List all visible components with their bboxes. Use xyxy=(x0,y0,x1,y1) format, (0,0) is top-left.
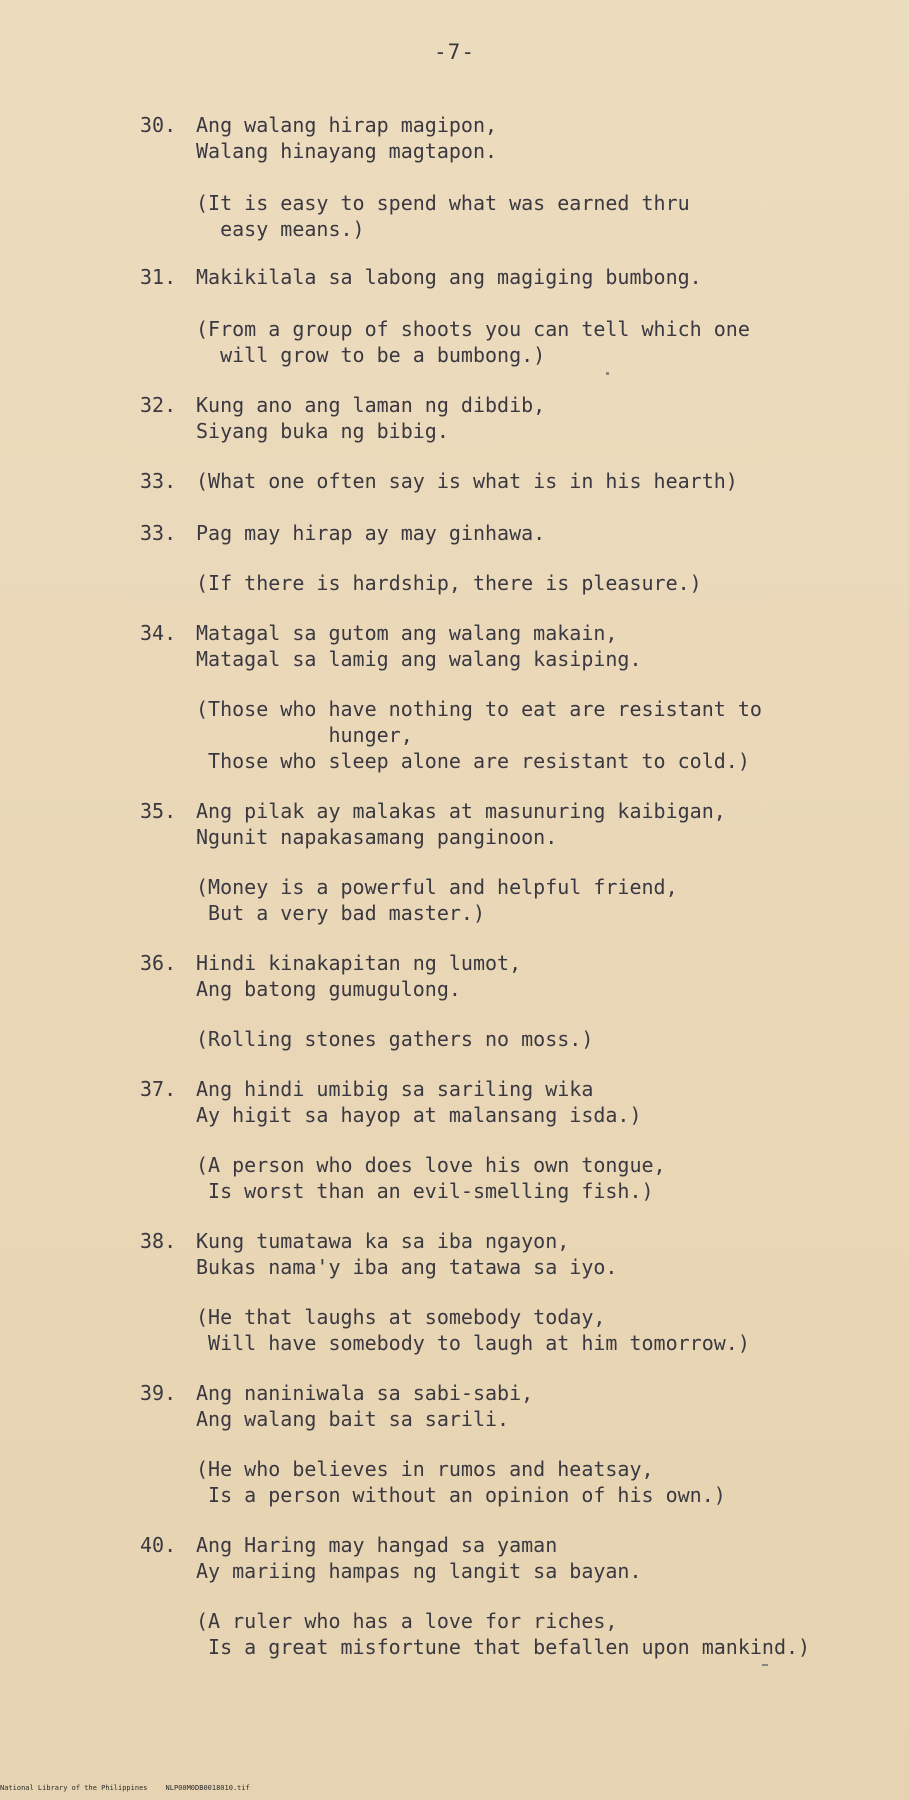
proverb-39-translation-1: (He who believes in rumos and heatsay, xyxy=(196,1457,654,1481)
page-number: -7- xyxy=(434,40,475,64)
proverb-number: 39. xyxy=(140,1381,177,1405)
proverb-34-line-1: 34. Matagal sa gutom ang walang makain, xyxy=(140,621,618,645)
proverb-37-line-1: 37. Ang hindi umibig sa sariling wika xyxy=(140,1077,594,1101)
proverb-number: 31. xyxy=(140,265,177,289)
proverb-number: 32. xyxy=(140,393,177,417)
proverb-34-translation-2: hunger, xyxy=(196,723,413,747)
proverb-40-line-2: Ay mariing hampas ng langit sa bayan. xyxy=(196,1559,642,1583)
proverb-38-line-1: 38. Kung tumatawa ka sa iba ngayon, xyxy=(140,1229,570,1253)
proverb-34-line-2: Matagal sa lamig ang walang kasiping. xyxy=(196,647,642,671)
file-id: NLP00M0DB0018010.tif xyxy=(165,1784,250,1792)
proverb-36-translation-1: (Rolling stones gathers no moss.) xyxy=(196,1027,594,1051)
proverb-39-line-1: 39. Ang naniniwala sa sabi-sabi, xyxy=(140,1381,534,1405)
proverb-35-translation-1: (Money is a powerful and helpful friend, xyxy=(196,875,678,899)
proverb-number: 35. xyxy=(140,799,177,823)
proverb-number: 30. xyxy=(140,113,177,137)
proverb-40-translation-1: (A ruler who has a love for riches, xyxy=(196,1609,618,1633)
paper-speck xyxy=(606,372,609,375)
proverb-37-translation-1: (A person who does love his own tongue, xyxy=(196,1153,666,1177)
proverb-30-line-1: 30. Ang walang hirap magipon, xyxy=(140,113,498,137)
proverb-31-translation-2: will grow to be a bumbong.) xyxy=(196,343,546,367)
proverb-33-line-1: 33. Pag may hirap ay may ginhawa. xyxy=(140,521,546,545)
proverb-37-line-2: Ay higit sa hayop at malansang isda.) xyxy=(196,1103,642,1127)
proverb-40-line-1: 40. Ang Haring may hangad sa yaman xyxy=(140,1533,558,1557)
proverb-30-line-2: Walang hinayang magtapon. xyxy=(196,139,498,163)
proverb-34-translation-3: Those who sleep alone are resistant to cold.) xyxy=(196,749,750,773)
proverb-34-translation-1: (Those who have nothing to eat are resistant to xyxy=(196,697,762,721)
scan-footer xyxy=(0,1784,268,1792)
proverb-37-translation-2: Is worst than an evil-smelling fish.) xyxy=(196,1179,654,1203)
proverb-38-translation-1: (He that laughs at somebody today, xyxy=(196,1305,606,1329)
proverb-38-translation-2: Will have somebody to laugh at him tomorrow.) xyxy=(196,1331,750,1355)
proverb-35-translation-2: But a very bad master.) xyxy=(196,901,485,925)
proverb-36-line-1: 36. Hindi kinakapitan ng lumot, xyxy=(140,951,522,975)
proverb-number: 36. xyxy=(140,951,177,975)
proverb-number: 33. xyxy=(140,521,177,545)
paper-speck xyxy=(762,1664,768,1666)
proverb-31-line-1: 31. Makikilala sa labong ang magiging bumbong. xyxy=(140,265,702,289)
proverb-32-line-1: 32. Kung ano ang laman ng dibdib, xyxy=(140,393,546,417)
proverb-number: 34. xyxy=(140,621,177,645)
proverb-40-translation-2: Is a great misfortune that befallen upon mankind.) xyxy=(196,1635,811,1659)
proverb-30-translation-1: (It is easy to spend what was earned thru xyxy=(196,191,690,215)
proverb-33-translation-1: (If there is hardship, there is pleasure.) xyxy=(196,571,702,595)
proverb-38-line-2: Bukas nama'y iba ang tatawa sa iyo. xyxy=(196,1255,618,1279)
proverb-36-line-2: Ang batong gumugulong. xyxy=(196,977,461,1001)
library-credit: National Library of the Philippines xyxy=(0,1784,148,1792)
proverb-number: 33. xyxy=(140,469,177,493)
proverb-number: 37. xyxy=(140,1077,177,1101)
proverb-32-line-2: Siyang buka ng bibig. xyxy=(196,419,449,443)
proverb-35-line-2: Ngunit napakasamang panginoon. xyxy=(196,825,558,849)
proverb-31-translation-1: (From a group of shoots you can tell which one xyxy=(196,317,750,341)
proverb-35-line-1: 35. Ang pilak ay malakas at masunuring kaibigan, xyxy=(140,799,726,823)
proverb-number: 40. xyxy=(140,1533,177,1557)
proverb-39-line-2: Ang walang bait sa sarili. xyxy=(196,1407,510,1431)
proverb-39-translation-2: Is a person without an opinion of his own.) xyxy=(196,1483,726,1507)
proverb-30-translation-2: easy means.) xyxy=(196,217,365,241)
proverb-32-translation: 33. (What one often say is what is in his hearth) xyxy=(140,469,738,493)
proverb-number: 38. xyxy=(140,1229,177,1253)
